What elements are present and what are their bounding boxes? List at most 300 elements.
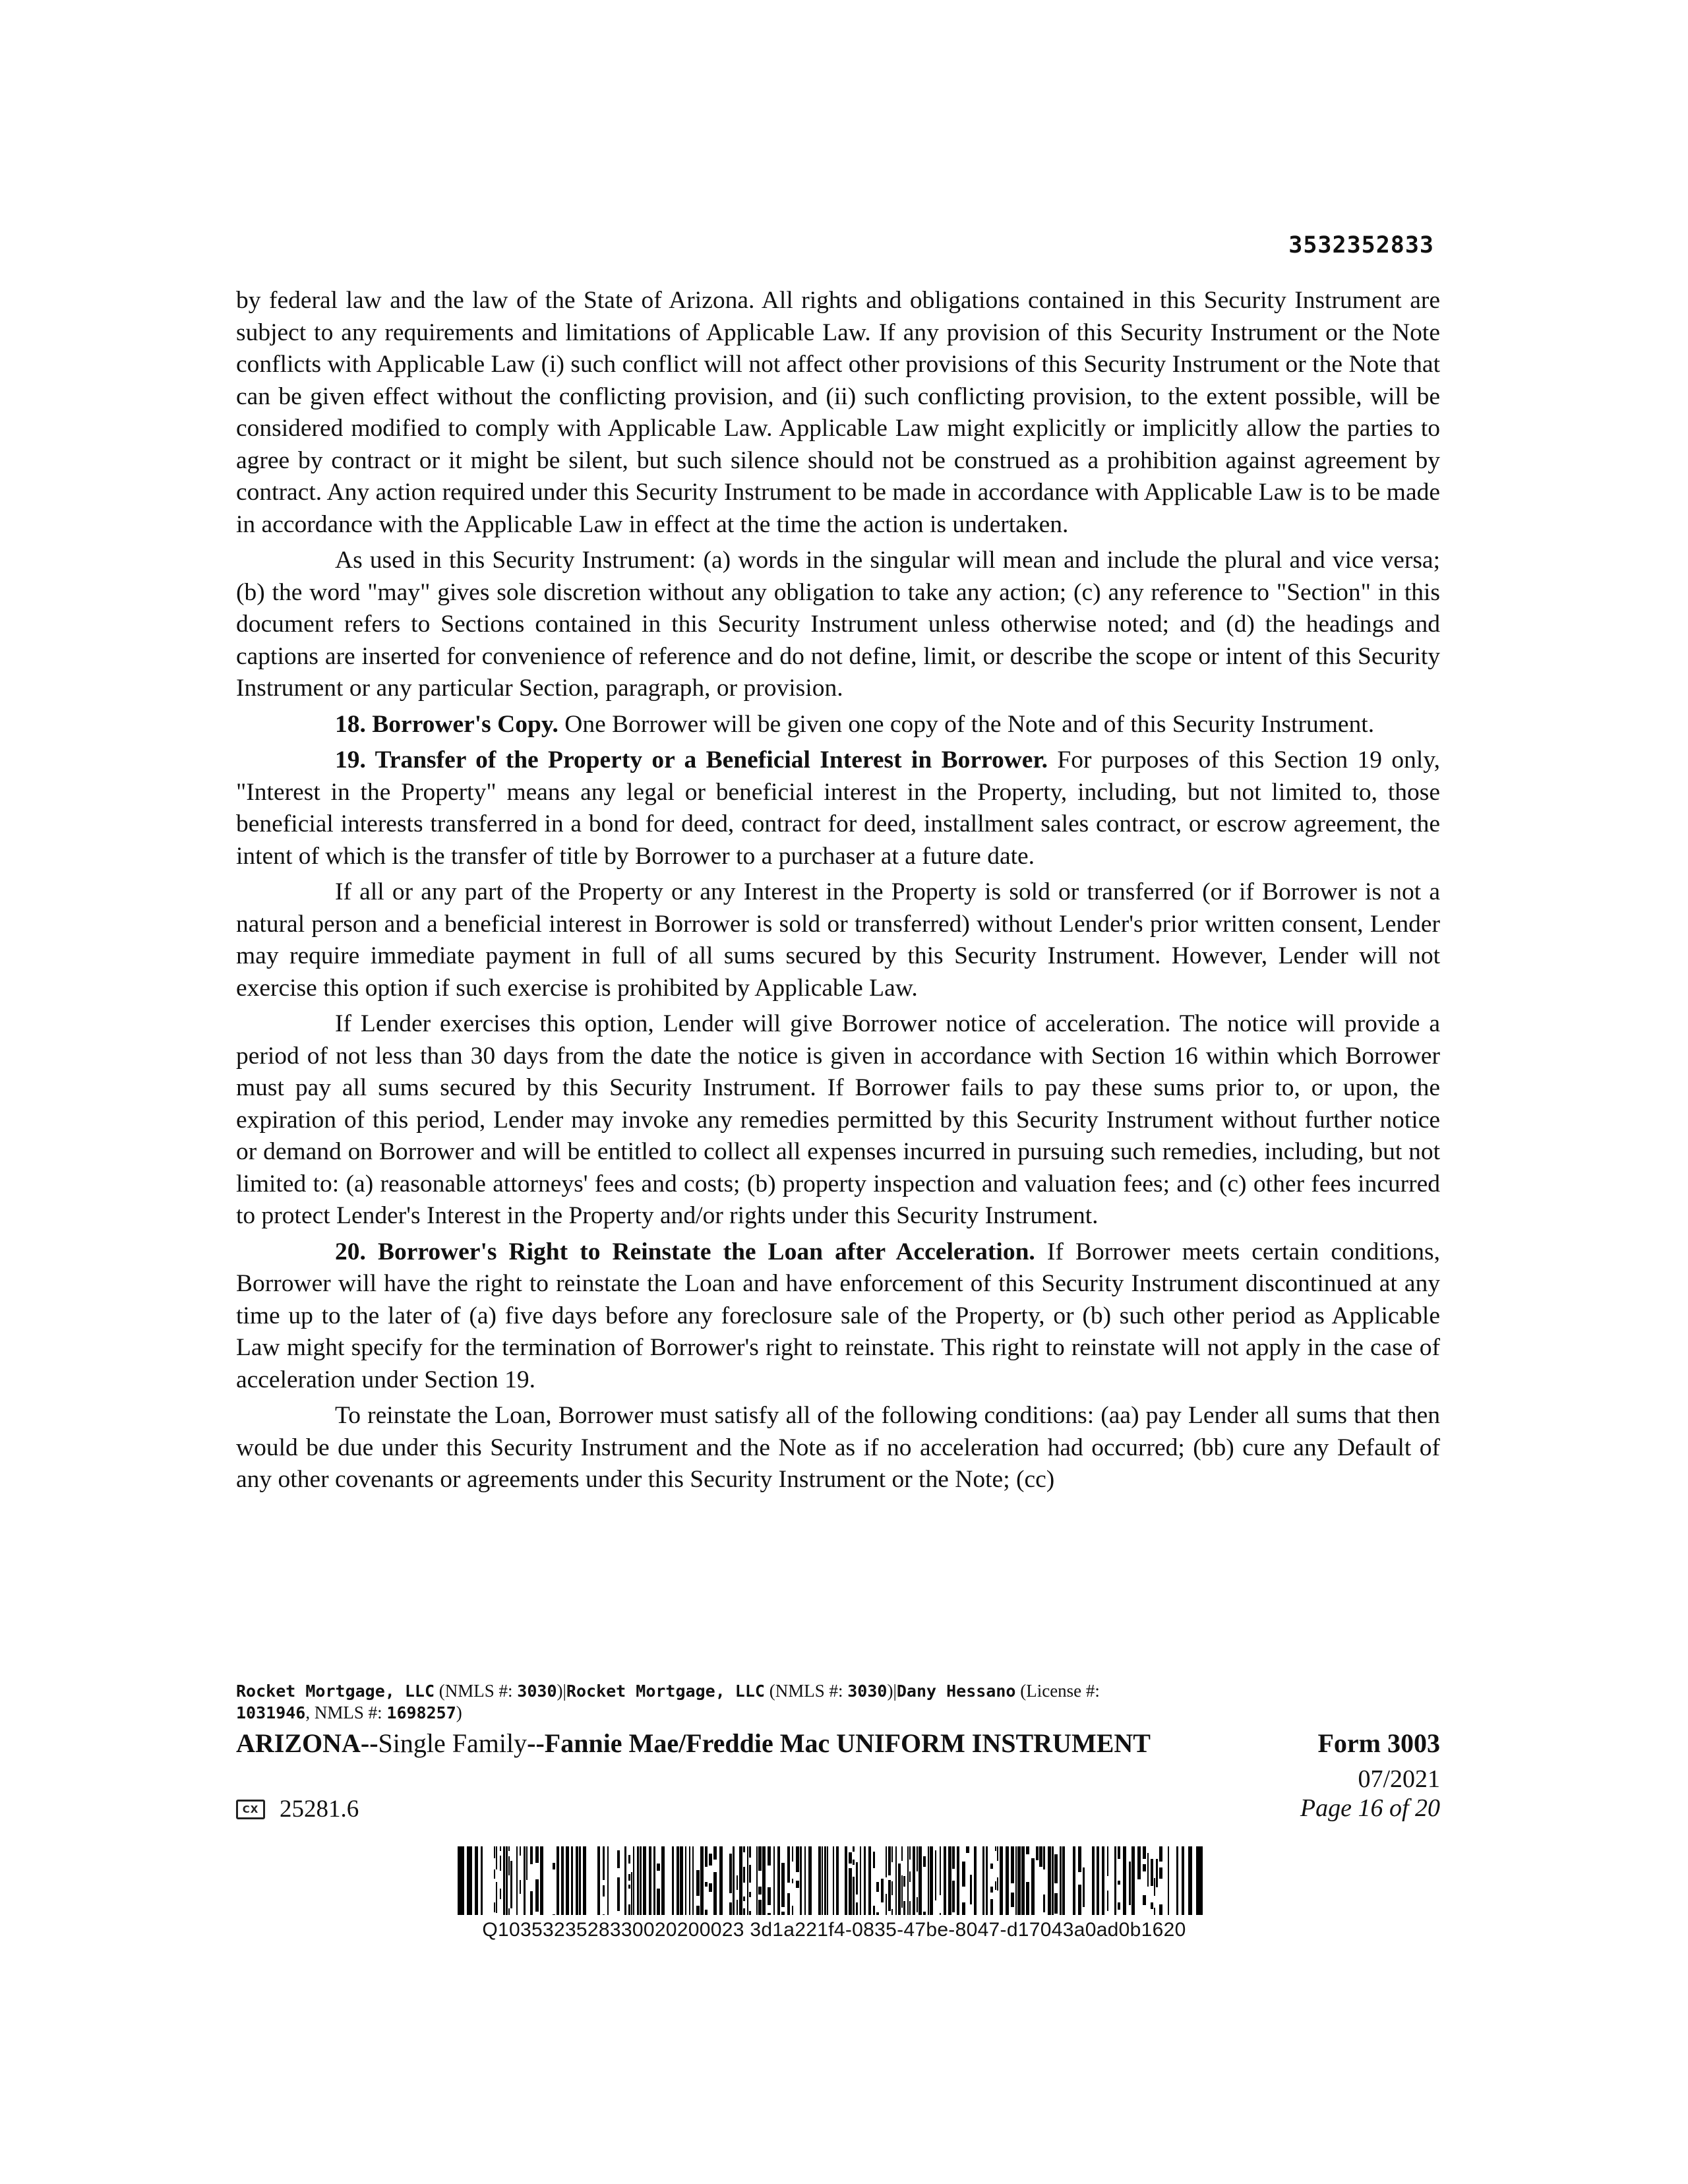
section-20-text: If Borrower meets certain conditions, Borrower will have the right to reinstate the Loan and have enforcement of this Security Instrument discontinued at any time up to the later of (a) five days before any foreclosure sale of the Property, or (b) such other period as Applicable Law might specify for the termination of Borrower's right to reinstate. This right to reinstate will not apply in the case of acceleration under Section 19.: [236, 1238, 1440, 1393]
barcode-bar: [876, 1882, 879, 1892]
form-title: [236, 1728, 1151, 1759]
barcode-bar: [948, 1846, 951, 1915]
doc-code: [236, 1795, 359, 1823]
barcode-bar: [824, 1846, 826, 1915]
barcode-bar: [631, 1902, 632, 1915]
barcode-bar: [607, 1846, 609, 1915]
barcode-bar: [510, 1885, 512, 1897]
paragraph-acceleration: If Lender exercises this option, Lender will give Borrower notice of acceleration. The notice will provide a period of not less than 30 days from the date the notice is given in accordance with Section 16 within which Borrower must pay all sums secured by this Security Instrument. If Borrower fails to pay these sums prior to, or upon, the expiration of this period, Lender may invoke any remedies permitted by this Security Instrument without further notice or demand on Borrower and will be entitled to collect all expenses incurred in pursuing such remedies, including, but not limited to: (a) reasonable attorneys' fees and costs; (b) property inspection and valuation fees; and (c) other fees incurred to protect Lender's Interest in the Property and/or rights under this Security Instrument.: [236, 1010, 1440, 1229]
barcode-bar: [898, 1895, 901, 1910]
barcode-bar: [1083, 1885, 1085, 1897]
barcode-bar: [617, 1895, 620, 1911]
barcode-bar: [990, 1864, 993, 1869]
nmls-number: 1698257: [386, 1703, 456, 1722]
barcode-bar: [631, 1886, 632, 1891]
barcode-bar: [860, 1846, 861, 1915]
barcode-bar: [1000, 1846, 1003, 1915]
form-title-row: [236, 1728, 1440, 1823]
barcode-bar: [1054, 1893, 1058, 1902]
barcode-bar: [631, 1872, 632, 1878]
barcode: [455, 1846, 1213, 1941]
section-19-text: For purposes of this Section 19 only, "Interest in the Property" means any legal or beneficial interest in the Property, including, but not limited to, those beneficial interests transferred in a bond for deed, contract for deed, installment sales contract, or escrow agreement, the intent of which is the transfer of title by Borrower to a purchaser at a future date.: [236, 746, 1441, 870]
separator: |: [893, 1681, 897, 1701]
barcode-bar: [909, 1846, 911, 1860]
barcode-bar: [1143, 1864, 1146, 1871]
barcode-bar: [845, 1846, 847, 1915]
barcode-bar: [749, 1892, 751, 1897]
barcode-bar: [792, 1879, 793, 1883]
barcode-bar: [508, 1870, 510, 1875]
barcode-bar: [561, 1846, 564, 1915]
barcode-bar: [1060, 1846, 1062, 1915]
barcode-bar: [873, 1906, 875, 1915]
barcode-bar: [680, 1846, 683, 1915]
barcode-bar: [849, 1909, 852, 1915]
barcode-bar: [758, 1867, 762, 1871]
barcode-bar: [510, 1861, 512, 1868]
barcode-bar: [1078, 1854, 1081, 1872]
barcode-bar: [510, 1868, 512, 1885]
barcode-bar: [781, 1912, 785, 1915]
barcode-bar: [990, 1887, 993, 1893]
barcode-bar: [1048, 1846, 1051, 1915]
barcode-bar: [917, 1897, 918, 1901]
nmls-number: 3030: [847, 1682, 888, 1701]
barcode-bar: [930, 1846, 933, 1915]
barcode-bar: [888, 1880, 891, 1890]
barcode-bar: [891, 1846, 893, 1854]
barcode-bar: [1107, 1902, 1108, 1911]
barcode-bar: [1107, 1864, 1108, 1876]
barcode-bar: [796, 1846, 799, 1864]
barcode-bar: [952, 1886, 955, 1895]
barcode-bar: [458, 1846, 464, 1915]
barcode-bar: [901, 1875, 903, 1879]
barcode-bar: [1168, 1846, 1169, 1915]
barcode-bar: [917, 1901, 918, 1912]
barcode-bar: [1154, 1908, 1155, 1915]
barcode-bar: [856, 1862, 858, 1873]
barcode-bar: [903, 1901, 905, 1915]
barcode-bar: [935, 1877, 936, 1889]
barcode-bar: [1054, 1854, 1058, 1864]
barcode-bar: [886, 1894, 887, 1903]
barcode-bar: [1062, 1846, 1065, 1915]
barcode-bar: [631, 1891, 632, 1902]
barcode-bar: [733, 1846, 735, 1915]
barcode-bar: [583, 1846, 586, 1915]
barcode-bar: [729, 1902, 732, 1908]
barcode-bar: [640, 1846, 642, 1915]
barcode-bar: [962, 1908, 965, 1915]
barcode-bar: [792, 1906, 793, 1915]
barcode-bar: [957, 1846, 959, 1915]
barcode-bar: [995, 1846, 996, 1851]
barcode-bar: [891, 1881, 893, 1895]
form-number: Form 3003: [1317, 1728, 1440, 1758]
barcode-bar: [696, 1906, 700, 1915]
barcode-bar: [628, 1904, 630, 1915]
barcode-bar: [836, 1846, 839, 1915]
barcode-bar: [1147, 1869, 1149, 1887]
barcode-bar: [792, 1846, 793, 1862]
barcode-bar: [677, 1846, 679, 1915]
barcode-bar: [888, 1861, 891, 1875]
barcode-bar: [496, 1893, 497, 1904]
barcode-bar: [777, 1846, 780, 1915]
barcode-bar: [526, 1846, 528, 1863]
barcode-bar: [917, 1846, 918, 1860]
barcode-bar: [888, 1846, 891, 1861]
barcode-bar: [508, 1908, 510, 1915]
barcode-bar: [713, 1872, 717, 1886]
barcode-bar: [747, 1846, 748, 1915]
barcode-bar: [496, 1882, 497, 1893]
barcode-bar: [467, 1846, 472, 1915]
barcode-bar: [762, 1846, 766, 1915]
barcode-bar: [849, 1893, 852, 1909]
form-dash: --: [527, 1728, 545, 1758]
barcode-bar: [1151, 1881, 1153, 1886]
barcode-bar: [876, 1912, 879, 1915]
form-state: ARIZONA: [236, 1728, 361, 1758]
barcode-bar: [758, 1887, 762, 1895]
barcode-bar: [1156, 1859, 1158, 1872]
nmls-label: , NMLS #:: [305, 1703, 387, 1722]
barcode-bar: [995, 1881, 996, 1890]
barcode-bar: [700, 1846, 704, 1915]
section-20-heading: 20. Borrower's Right to Reinstate the Loan after Acceleration.: [335, 1238, 1035, 1265]
barcode-bar: [808, 1846, 812, 1915]
barcode-bar: [508, 1846, 510, 1851]
barcode-bar: [768, 1887, 771, 1905]
barcode-bar: [657, 1904, 660, 1915]
barcode-bar: [1036, 1846, 1039, 1860]
barcode-bar: [603, 1846, 605, 1862]
barcode-bar: [756, 1846, 758, 1915]
barcode-bar: [1118, 1846, 1120, 1859]
barcode-bar: [1123, 1846, 1126, 1915]
barcode-bar: [540, 1846, 543, 1915]
barcode-bar: [628, 1874, 630, 1881]
barcode-bar: [849, 1852, 852, 1864]
barcode-bar: [1137, 1862, 1141, 1867]
barcode-bar: [853, 1901, 855, 1914]
barcode-bar: [603, 1885, 605, 1896]
barcode-bar: [1026, 1912, 1029, 1915]
barcode-bar: [940, 1880, 941, 1895]
barcode-bar: [729, 1860, 732, 1876]
barcode-bar: [1043, 1862, 1045, 1869]
form-date: 07/2021: [1358, 1765, 1440, 1793]
barcode-bar: [822, 1846, 823, 1915]
barcode-bar: [524, 1846, 526, 1915]
barcode-bar: [719, 1846, 723, 1915]
separator: |: [562, 1681, 566, 1701]
barcode-bar: [603, 1914, 605, 1915]
barcode-bar: [853, 1877, 855, 1893]
barcode-bar: [617, 1877, 620, 1895]
barcode-bar: [566, 1846, 569, 1915]
barcode-bar: [696, 1870, 700, 1875]
page-number: Page 16 of 20: [1300, 1794, 1440, 1822]
barcode-bar: [1054, 1875, 1058, 1883]
lender-name: Rocket Mortgage, LLC: [566, 1682, 765, 1701]
barcode-bar: [913, 1846, 915, 1915]
barcode-bar: [886, 1903, 887, 1915]
barcode-bar: [743, 1846, 745, 1852]
barcode-bar: [864, 1846, 866, 1915]
barcode-bar: [919, 1846, 922, 1915]
barcode-bar: [907, 1846, 909, 1915]
barcode-bar: [990, 1909, 993, 1915]
barcode-bar: [705, 1882, 708, 1887]
barcode-bar: [508, 1856, 510, 1870]
section-19-heading: 19. Transfer of the Property or a Beneficial Interest in Borrower.: [335, 746, 1048, 774]
paren-close: ): [557, 1681, 563, 1701]
barcode-bar: [1156, 1872, 1158, 1887]
barcode-bar: [653, 1846, 655, 1915]
document-footer: [236, 1680, 1440, 1823]
barcode-bar: [970, 1875, 972, 1887]
barcode-bar: [481, 1846, 483, 1915]
barcode-bar: [868, 1846, 871, 1915]
barcode-text: Q1035323528330020200023 3d1a221f4-0835-47be-8047-d17043a0ad0b1620: [482, 1919, 1186, 1941]
barcode-bar: [909, 1871, 911, 1882]
section-18-text: One Borrower will be given one copy of the Note and of this Security Instrument.: [558, 710, 1375, 738]
barcode-bar: [901, 1846, 903, 1851]
barcode-bar: [787, 1846, 790, 1857]
form-instrument: Fannie Mae/Freddie Mac UNIFORM INSTRUMENT: [544, 1728, 1151, 1758]
barcode-bar: [962, 1902, 965, 1908]
barcode-bar: [1151, 1869, 1153, 1881]
barcode-bar: [553, 1914, 555, 1915]
barcode-bar: [853, 1846, 855, 1852]
barcode-bar: [923, 1912, 926, 1915]
barcode-bar: [1078, 1885, 1081, 1900]
form-family: Single Family: [378, 1728, 528, 1758]
barcode-bar: [1097, 1846, 1099, 1915]
barcode-bar: [637, 1846, 639, 1915]
barcode-bar: [500, 1846, 501, 1851]
barcode-bar: [520, 1885, 521, 1894]
barcode-bar: [500, 1856, 501, 1871]
barcode-bar: [1031, 1889, 1035, 1902]
barcode-bar: [970, 1887, 972, 1904]
barcode-bar: [849, 1878, 852, 1893]
barcode-bar: [737, 1884, 738, 1890]
barcode-bar: [1054, 1864, 1058, 1875]
barcode-bar: [1011, 1862, 1014, 1867]
barcode-bar: [1083, 1867, 1085, 1885]
barcode-bar: [1147, 1853, 1149, 1869]
barcode-bar: [617, 1850, 620, 1868]
barcode-bar: [743, 1908, 745, 1915]
barcode-bar: [603, 1875, 605, 1880]
barcode-bar: [503, 1846, 505, 1915]
barcode-bar: [737, 1914, 738, 1915]
barcode-bar: [952, 1862, 955, 1869]
barcode-bar: [713, 1913, 717, 1915]
barcode-bar: [818, 1846, 821, 1915]
barcode-bar: [633, 1846, 634, 1915]
barcode-bar: [1159, 1867, 1162, 1879]
barcode-bar: [856, 1902, 858, 1915]
barcode-bar: [1011, 1877, 1014, 1883]
barcode-bar: [649, 1846, 651, 1915]
barcode-bar: [1031, 1858, 1035, 1871]
barcode-bar: [990, 1899, 993, 1909]
barcode-bar: [856, 1873, 858, 1890]
barcode-bar: [962, 1862, 965, 1872]
barcode-bar: [603, 1862, 605, 1875]
barcode-bar: [643, 1846, 646, 1915]
barcode-bar: [1015, 1846, 1017, 1915]
barcode-bar: [496, 1846, 497, 1860]
lender-info: [236, 1680, 1440, 1724]
barcode-bar: [1011, 1893, 1014, 1907]
barcode-bar: [624, 1846, 626, 1915]
barcode-bar: [494, 1902, 495, 1912]
barcode-bar: [833, 1846, 834, 1915]
barcode-bar: [903, 1876, 905, 1887]
barcode-bar: [758, 1846, 762, 1856]
barcode-bar: [1182, 1846, 1184, 1915]
barcode-bar: [1131, 1846, 1135, 1915]
barcode-bar: [526, 1863, 528, 1875]
doc-code-number: 25281.6: [280, 1796, 359, 1823]
barcode-bar: [705, 1858, 708, 1867]
barcode-bar: [709, 1883, 712, 1892]
barcode-bar: [1026, 1887, 1029, 1896]
barcode-bar: [1083, 1897, 1085, 1903]
barcode-bar: [781, 1881, 785, 1897]
barcode-bar: [597, 1846, 600, 1915]
barcode-bar: [1151, 1859, 1153, 1869]
barcode-bar: [1026, 1896, 1029, 1912]
paragraph-definitions: As used in this Security Instrument: (a) words in the singular will mean and include the plural and vice versa; (b) the word "may" gives sole discretion without any obligation to take any action; (c) any reference to "Section" in this document refers to Sections contained in this Security Instrument unless otherwise noted; and (d) the headings and captions are inserted for convenience of reference and do not define, limit, or describe the scope or intent of this Security Instrument or any particular Section, paragraph, or provision.: [236, 547, 1440, 702]
paren-close: ): [456, 1703, 462, 1722]
barcode-bar: [940, 1866, 941, 1880]
barcode-bar: [494, 1846, 495, 1858]
barcode-bar: [631, 1878, 632, 1886]
barcode-bar: [1011, 1846, 1014, 1862]
document-body: [236, 285, 1440, 1500]
barcode-bar: [530, 1846, 533, 1864]
barcode-bar: [510, 1897, 512, 1908]
paragraph-transfer: If all or any part of the Property or any Interest in the Property is sold or transferred (or if Borrower is not a natural person and a beneficial interest in Borrower is sold or transferred) without Lender's prior written consent, Lender may require immediate payment in full of all sums secured by this Security Instrument. However, Lender will not exercise this option if such exercise is prohibited by Applicable Law.: [236, 878, 1440, 1002]
barcode-bar: [1118, 1902, 1120, 1910]
barcode-bar: [923, 1856, 926, 1867]
barcode-bar: [557, 1846, 559, 1915]
barcode-bar: [628, 1855, 630, 1864]
barcode-bar: [940, 1859, 941, 1866]
barcode-bar: [758, 1856, 762, 1867]
barcode-bar: [982, 1846, 984, 1915]
barcode-bar: [1188, 1846, 1192, 1915]
barcode-bar: [729, 1854, 732, 1860]
barcode-bar: [709, 1854, 712, 1866]
barcode-bar: [1176, 1846, 1178, 1915]
barcode-bar: [952, 1895, 955, 1912]
barcode-bar: [935, 1889, 936, 1900]
barcode-bar: [1078, 1900, 1081, 1915]
barcode-bar: [898, 1881, 901, 1895]
barcode-bar: [1137, 1846, 1141, 1862]
barcode-bar: [535, 1846, 539, 1863]
barcode-bar: [898, 1910, 901, 1915]
barcode-bar: [749, 1865, 751, 1883]
originator-name: Dany Hessano: [896, 1682, 1016, 1701]
barcode-bar: [881, 1894, 884, 1902]
barcode-bar: [520, 1880, 521, 1885]
section-18: [236, 709, 1440, 741]
barcode-bar: [886, 1860, 887, 1864]
barcode-bar: [1114, 1846, 1116, 1915]
barcode-bar: [768, 1913, 771, 1915]
barcode-bar: [898, 1864, 901, 1881]
lender-name: Rocket Mortgage, LLC: [236, 1682, 435, 1701]
barcode-bar: [520, 1846, 521, 1856]
barcode-bar: [1039, 1852, 1042, 1867]
barcode-bar: [974, 1846, 977, 1915]
barcode-bar: [1118, 1881, 1120, 1885]
barcode-bar: [917, 1860, 918, 1871]
barcode-bar: [909, 1906, 911, 1915]
barcode-bar: [901, 1851, 903, 1861]
barcode-bar: [661, 1846, 665, 1915]
license-number: 1031946: [236, 1703, 306, 1722]
barcode-bar: [804, 1846, 806, 1915]
barcode-bar: [1021, 1846, 1025, 1915]
barcode-bar: [729, 1908, 732, 1912]
barcode-bar: [901, 1879, 903, 1893]
barcode-bar: [888, 1890, 891, 1899]
barcode-bar: [853, 1914, 855, 1915]
barcode-bar: [657, 1864, 660, 1871]
barcode-bar: [940, 1913, 941, 1915]
barcode-bar: [696, 1875, 700, 1882]
barcode-bar: [944, 1846, 946, 1915]
barcode-bar: [1107, 1891, 1108, 1902]
barcode-bar: [881, 1879, 884, 1894]
barcode-bar: [535, 1879, 539, 1897]
barcode-bar: [705, 1846, 708, 1858]
barcode-bar: [576, 1846, 578, 1915]
barcode-bar: [1052, 1846, 1054, 1915]
barcode-bar: [966, 1846, 969, 1853]
paragraph-applicable-law: by federal law and the law of the State of Arizona. All rights and obligations contained in this Security Instrument are subject to any requirements and limitations of Applicable Law. If any provision of this Security Instrument or the Note conflicts with Applicable Law (i) such conflict will not affect other provisions of this Security Instrument or the Note that can be given effect without the conflicting provision, and (ii) such conflicting provision, to the extent possible, will be considered modified to comply with Applicable Law. Applicable Law might explicitly or implicitly allow the parties to agree by contract or it might be silent, but such silence should not be construed as a prohibition against agreement by contract. Any action required under this Security Instrument to be made in accordance with Applicable Law is to be made in accordance with the Applicable Law in effect at the time the action is undertaken.: [236, 287, 1440, 538]
barcode-bar: [1107, 1846, 1108, 1864]
barcode-bar: [705, 1910, 708, 1915]
barcode-bar: [787, 1910, 790, 1915]
barcode-bar: [475, 1846, 478, 1915]
barcode-bar: [500, 1889, 501, 1899]
barcode-bar: [535, 1897, 539, 1912]
barcode-bar: [672, 1846, 674, 1915]
barcode-bar: [1006, 1846, 1009, 1915]
barcode-bar: [1026, 1882, 1029, 1887]
nmls-label: (NMLS #:: [764, 1681, 848, 1701]
barcode-bar: [1073, 1846, 1075, 1915]
barcode-bar: [1078, 1846, 1081, 1854]
barcode-bar: [729, 1888, 732, 1893]
barcode-bar: [526, 1875, 528, 1880]
barcode-bar: [1031, 1871, 1035, 1889]
barcode-bar: [1196, 1846, 1203, 1915]
barcode-bar: [773, 1846, 775, 1915]
barcode-bar: [628, 1885, 630, 1889]
